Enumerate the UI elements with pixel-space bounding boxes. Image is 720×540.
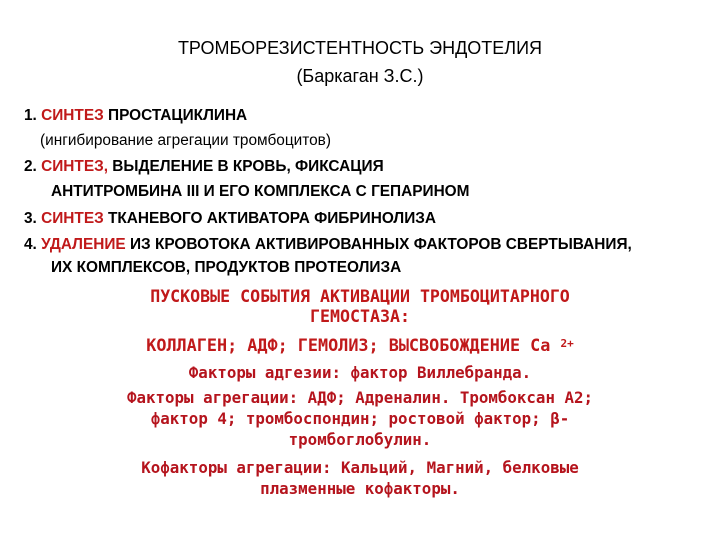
list-text: ИЗ КРОВОТОКА АКТИВИРОВАННЫХ ФАКТОРОВ СВЕРТЫВАНИЯ, — [125, 236, 632, 253]
list-item-1 — [24, 106, 247, 126]
list-keyword: СИНТЕЗ — [41, 210, 104, 227]
list-text: ПРОСТАЦИКЛИНА — [103, 107, 248, 124]
list-keyword: УДАЛЕНИЕ — [41, 236, 126, 253]
calcium-charge: 2+ — [560, 337, 574, 350]
list-keyword: СИНТЕЗ — [41, 107, 104, 124]
slide-subtitle-author: (Баркаган З.С.) — [296, 66, 424, 86]
slide-title: ТРОМБОРЕЗИСТЕНТНОСТЬ ЭНДОТЕЛИЯ — [177, 38, 543, 58]
trigger-heading-line1: ПУСКОВЫЕ СОБЫТИЯ АКТИВАЦИИ ТРОМБОЦИТАРНОГО — [150, 287, 570, 306]
list-number: 4. — [24, 236, 37, 253]
aggregation-cofactors-line2: плазменные кофакторы. — [260, 479, 460, 498]
aggregation-factors-line2: фактор 4; тромбоспондин; ростовой фактор; β- — [150, 409, 570, 428]
list-text: ТКАНЕВОГО АКТИВАТОРА ФИБРИНОЛИЗА — [103, 210, 437, 227]
list-number: 3. — [24, 210, 37, 227]
list-text: ВЫДЕЛЕНИЕ В КРОВЬ, ФИКСАЦИЯ — [108, 158, 384, 175]
list-item-1-note: (ингибирование агрегации тромбоцитов) — [40, 132, 331, 149]
aggregation-factors-line3: тромбоглобулин. — [288, 430, 432, 449]
list-item-2-continuation: АНТИТРОМБИНА III И ЕГО КОМПЛЕКСА С ГЕПАРИНОМ — [51, 183, 470, 200]
list-item-3 — [24, 209, 436, 229]
trigger-heading-line2: ГЕМОСТАЗА: — [310, 307, 410, 326]
aggregation-cofactors-line1: Кофакторы агрегации: Кальций, Магний, белковые — [141, 458, 579, 477]
list-item-2 — [24, 157, 384, 177]
list-number: 2. — [24, 158, 37, 175]
list-item-4 — [24, 235, 632, 255]
adhesion-factors: Факторы адгезии: фактор Виллебранда. — [188, 363, 532, 382]
trigger-list-text: КОЛЛАГЕН; АДФ; ГЕМОЛИЗ; ВЫСВОБОЖДЕНИЕ Са — [146, 335, 551, 355]
trigger-list — [0, 335, 720, 356]
aggregation-factors-line1: Факторы агрегации: АДФ; Адреналин. Тромбоксан А2; — [126, 388, 594, 407]
list-item-4-continuation: ИХ КОМПЛЕКСОВ, ПРОДУКТОВ ПРОТЕОЛИЗА — [51, 259, 402, 276]
list-number: 1. — [24, 107, 37, 124]
list-keyword: СИНТЕЗ, — [41, 158, 109, 175]
